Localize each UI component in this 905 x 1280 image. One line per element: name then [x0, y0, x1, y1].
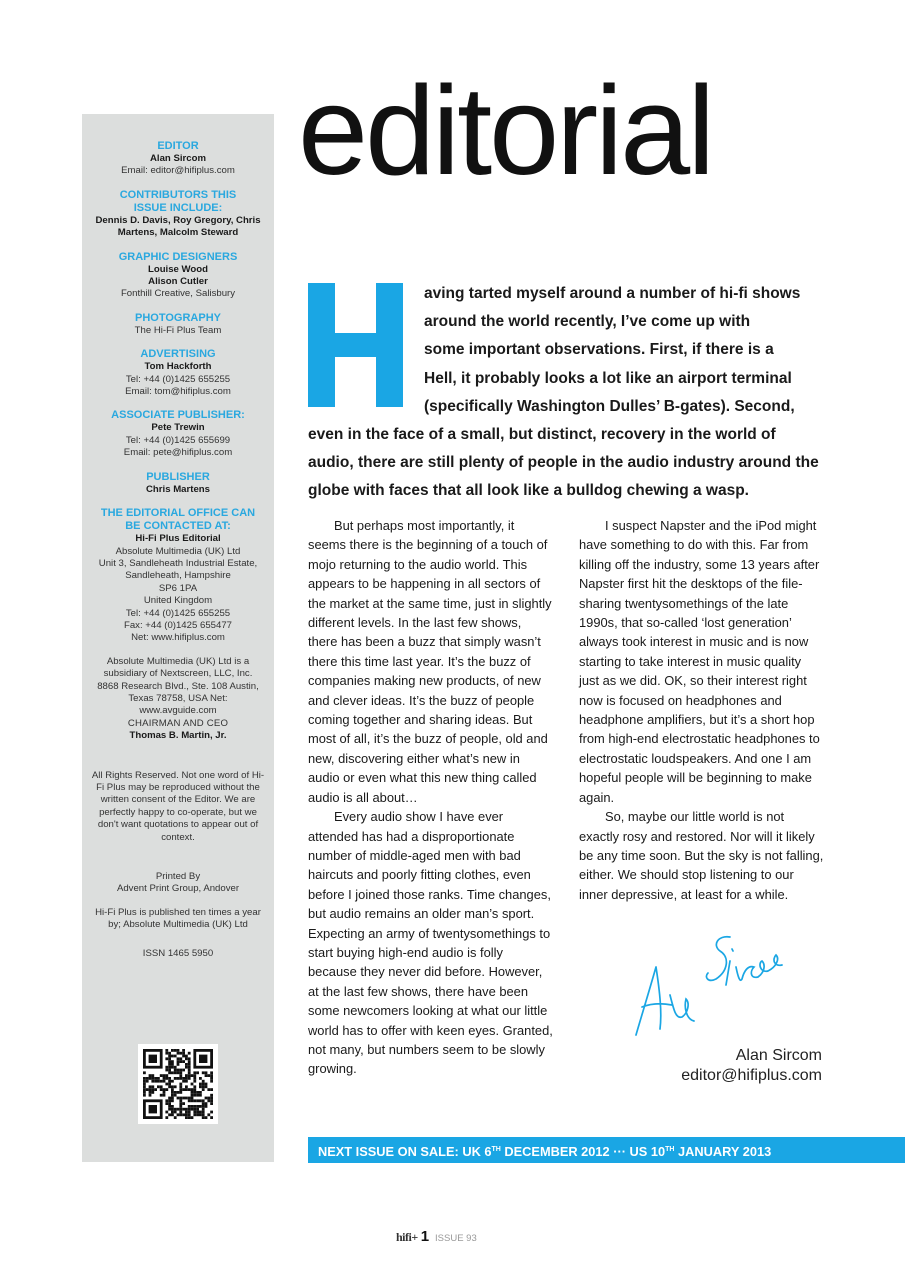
ceo-name: Thomas B. Martin, Jr.	[129, 730, 227, 742]
next-issue-banner	[308, 1137, 905, 1163]
qr-code[interactable]	[138, 1044, 218, 1124]
advertising-name: Tom Hackforth	[144, 361, 212, 373]
photography-credit	[82, 312, 274, 337]
contributors-heading: CONTRIBUTORS THIS ISSUE INCLUDE:	[119, 188, 237, 214]
editor-heading: EDITOR	[157, 140, 199, 152]
office-name: Hi-Fi Plus Editorial	[135, 533, 221, 545]
office-line-5: United Kingdom	[143, 595, 213, 607]
page-number: 1	[420, 1228, 430, 1245]
contributors-credit	[82, 189, 274, 240]
office-line-1: Absolute Multimedia (UK) Ltd	[115, 545, 241, 557]
advertising-email: Email: tom@hifiplus.com	[125, 386, 231, 398]
office-line-7: Fax: +44 (0)1425 655477	[123, 619, 232, 631]
body-column-left	[308, 516, 553, 1079]
body-paragraph-3: I suspect Napster and the iPod might have something to do with this. Far from killing off the industry, some 13 years after Napster first hit the desktops of the file-sharing twentysomethings of the late 1990s, that so-called ‘lost generation’ always took interest in music and is now starting to take interest in music quality just as we did. OK, so their interest right now is focused on headphones and headphone amplifiers, but it’s a short hop from high-end electrostatic headphones to electrostatic loudspeakers. And one I am hopeful people will be beginning to make again.	[579, 518, 820, 805]
office-line-3: Sandleheath, Hampshire	[125, 570, 231, 582]
rights-notice	[82, 770, 274, 844]
banner-sup-1: TH	[491, 1146, 501, 1153]
editor-email: Email: editor@hifiplus.com	[121, 165, 235, 177]
contributors-names: Dennis D. Davis, Roy Gregory, Chris Martens, Malcolm Steward	[95, 214, 261, 239]
body-paragraph-4: So, maybe our little world is not exactly rosy and restored. Nor will it likely be any time soon. But the sky is not falling, either. We should stop listening to our inner depressive, at least for a while.	[579, 809, 824, 902]
office-line-2: Unit 3, Sandleheath Industrial Estate,	[98, 557, 258, 569]
designers-heading: GRAPHIC DESIGNERS	[118, 250, 238, 263]
intro-rest: even in the face of a small, but distinct, recovery in the world of audio, there are still plenty of people in the audio industry around the globe with faces that all look like a bulldog chewing a wasp.	[308, 426, 819, 500]
body-column-right	[579, 516, 824, 904]
photography-name: The Hi-Fi Plus Team	[134, 324, 222, 336]
signoff	[560, 1046, 822, 1086]
editor-credit	[82, 140, 274, 178]
designer-studio: Fonthill Creative, Salisbury	[120, 288, 236, 300]
associate-publisher-credit	[82, 409, 274, 459]
associate-email: Email: pete@hifiplus.com	[123, 447, 233, 459]
issn-number: ISSN 1465 5950	[142, 947, 214, 959]
associate-heading: ASSOCIATE PUBLISHER:	[111, 409, 245, 422]
banner-sup-2: TH	[665, 1146, 675, 1153]
signoff-email[interactable]: editor@hifiplus.com	[681, 1067, 822, 1084]
publishing-note	[82, 907, 274, 932]
advertising-credit	[82, 348, 274, 398]
issue-label: ISSUE 93	[435, 1233, 477, 1244]
associate-tel: Tel: +44 (0)1425 655699	[125, 434, 231, 446]
intro-paragraph	[308, 280, 822, 506]
body-paragraph-2: Every audio show I have ever attended has had a disproportionate number of middle-aged men with bad haircuts and poorly fitting clothes, even before I joined those ranks. Time changes, but audio remains an older man’s sport. Expecting an army of twentysomethings to start buying high-end audio is folly because they never did before. However, at the last few shows, there have been some newcomers looking at what our little world has to offer with keen eyes. Granted, not many, but numbers seem to be slowly growing.	[308, 809, 553, 1077]
office-contact	[82, 507, 274, 645]
magazine-logo: hifi+	[396, 1230, 418, 1244]
intro-line-3: some important observations. First, if there is a	[424, 341, 774, 359]
office-line-6: Tel: +44 (0)1425 655255	[125, 607, 231, 619]
advertising-heading: ADVERTISING	[140, 348, 216, 361]
publisher-heading: PUBLISHER	[146, 470, 210, 483]
intro-line-2: around the world recently, I’ve come up with	[424, 313, 751, 331]
intro-line-1: aving tarted myself around a number of hi-fi shows	[424, 285, 801, 302]
page-title: editorial	[298, 60, 713, 201]
masthead-sidebar	[82, 114, 274, 1162]
published-text: Hi-Fi Plus is published ten times a year by; Absolute Multimedia (UK) Ltd	[95, 906, 261, 931]
page-footer	[396, 1228, 477, 1245]
signoff-name: Alan Sircom	[735, 1047, 822, 1064]
intro-line-4: Hell, it probably looks a lot like an airport terminal	[424, 369, 792, 387]
banner-text-uk: NEXT ISSUE ON SALE: UK 6	[318, 1144, 492, 1159]
publisher-credit	[82, 471, 274, 496]
subsidiary-text: Absolute Multimedia (UK) Ltd is a subsidiary of Nextscreen, LLC, Inc. 8868 Research Blvd., Ste. 108 Austin, Texas 78758, USA Net: www.avguide.com	[97, 655, 259, 717]
body-paragraph-1: But perhaps most importantly, it seems there is the beginning of a touch of mojo returning to the audio world. This appears to be happening in all sectors of the market at the same time, just in slightly different levels. In the last few shows, there has been a buzz that simply wasn’t there this time last year. It’s the buzz of companies making new products, of new and clever ideas. It’s the buzz of people coming together and sharing ideas. But most of all, it’s the buzz of people, old and new, discovering either what’s new in audio or even what this new thing called audio is all about…	[308, 518, 552, 805]
printer-name: Advent Print Group, Andover	[116, 883, 240, 895]
ceo-heading: CHAIRMAN AND CEO	[127, 717, 229, 729]
office-line-4: SP6 1PA	[158, 582, 198, 594]
designer-2: Alison Cutler	[148, 276, 208, 288]
intro-line-5: (specifically Washington Dulles’ B-gates). Second,	[424, 397, 795, 415]
editor-signature	[626, 925, 786, 1045]
office-heading: THE EDITORIAL OFFICE CAN BE CONTACTED AT:	[100, 507, 256, 533]
company-info	[82, 656, 274, 743]
office-line-8: Net: www.hifiplus.com	[131, 632, 225, 644]
associate-name: Pete Trewin	[151, 422, 205, 434]
photography-heading: PHOTOGRAPHY	[135, 311, 221, 324]
editor-name: Alan Sircom	[150, 153, 206, 164]
banner-text-us: DECEMBER 2012 ··· US 10	[500, 1144, 666, 1159]
printer-credit	[82, 871, 274, 896]
advertising-tel: Tel: +44 (0)1425 655255	[125, 373, 231, 385]
printed-by: Printed By	[155, 871, 201, 883]
banner-text-end: JANUARY 2013	[674, 1144, 772, 1159]
designers-credit	[82, 251, 274, 301]
publisher-name: Chris Martens	[146, 483, 210, 495]
rights-text: All Rights Reserved. Not one word of Hi-Fi Plus may be reproduced without the written consent of the Editor. We are perfectly happy to co-operate, but we don't want quotations to appear out of context.	[91, 769, 265, 843]
qr-code-graphic	[138, 1044, 218, 1124]
designer-1: Louise Wood	[147, 263, 209, 275]
issn-block	[82, 948, 274, 960]
